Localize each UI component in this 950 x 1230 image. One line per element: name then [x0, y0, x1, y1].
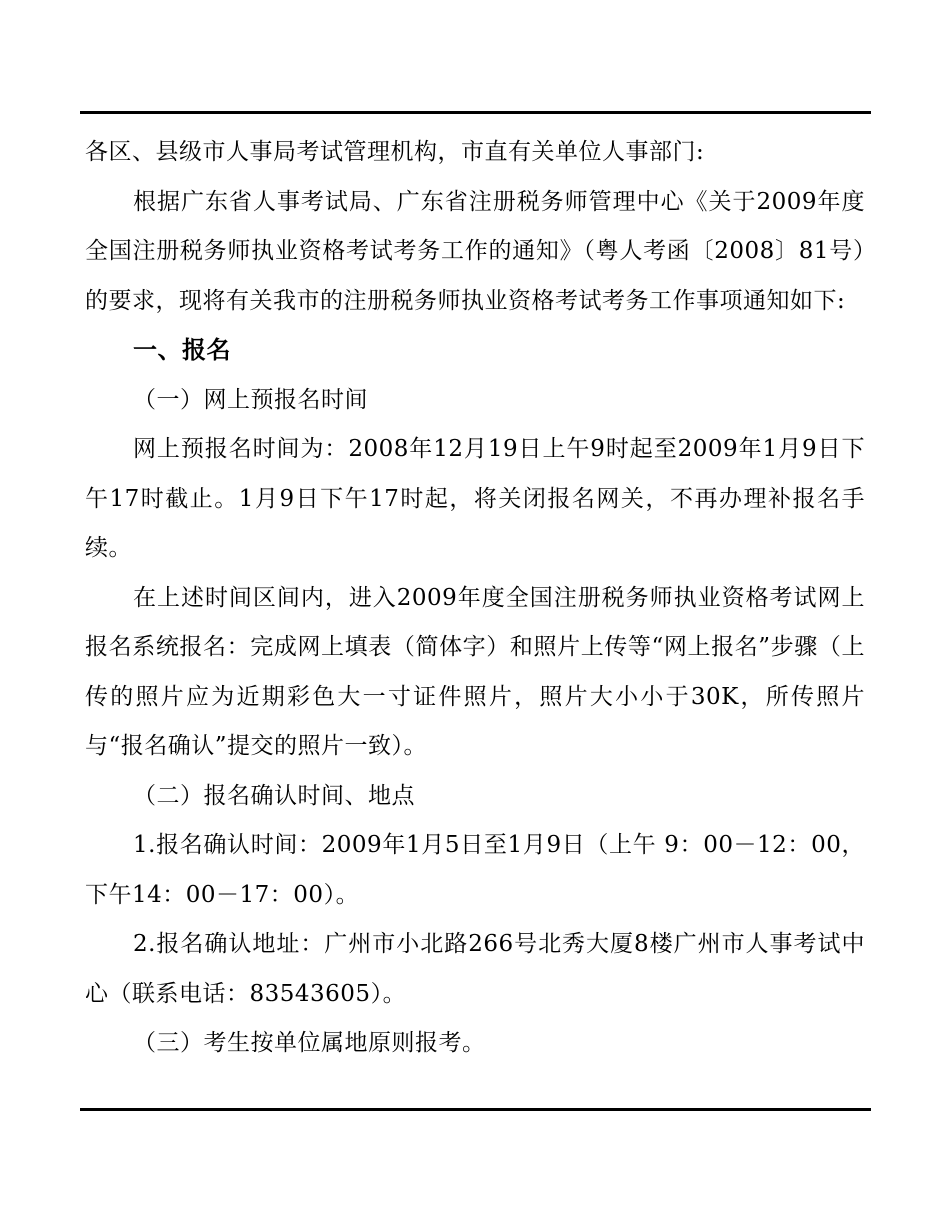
subsection-territorial-principle: （三）考生按单位属地原则报考。: [133, 1030, 486, 1056]
document-body: [85, 128, 865, 1069]
salutation: 各区、县级市人事局考试管理机构，市直有关单位人事部门:: [85, 139, 705, 165]
bottom-rule: [80, 1108, 871, 1111]
online-registration-steps-paragraph: 在上述时间区间内，进入2009年度全国注册税务师执业资格考试网上报名系统报名：完成网上填表（简体字）和照片上传等“网上报名”步骤（上传的照片应为近期彩色大一寸证件照片，照片大小小于30K，所传照片与“报名确认”提交的照片一致）。: [85, 584, 865, 759]
top-rule: [80, 111, 871, 114]
confirmation-address-item: 2.报名确认地址：广州市小北路266号北秀大厦8楼广州市人事考试中心（联系电话：83543605）。: [85, 931, 865, 1007]
subsection-confirmation-time-place: （二）报名确认时间、地点: [133, 782, 415, 809]
section-heading-registration: 一、报名: [133, 336, 231, 364]
confirmation-time-item: 1.报名确认时间：2009年1月5日至1月9日（上午 9：00－12：00，下午14：00－17：00）。: [85, 832, 865, 908]
intro-paragraph: 根据广东省人事考试局、广东省注册税务师管理中心《关于2009年度全国注册税务师执业资格考试考务工作的通知》（粤人考函〔2008〕81号）的要求，现将有关我市的注册税务师执业资格考试考务工作事项通知如下:: [85, 188, 865, 314]
subsection-online-preregistration-time: （一）网上预报名时间: [133, 386, 368, 413]
preregistration-time-paragraph: 网上预报名时间为：2008年12月19日上午9时起至2009年1月9日下午17时截止。1月9日下午17时起，将关闭报名网关，不再办理补报名手续。: [85, 436, 865, 561]
